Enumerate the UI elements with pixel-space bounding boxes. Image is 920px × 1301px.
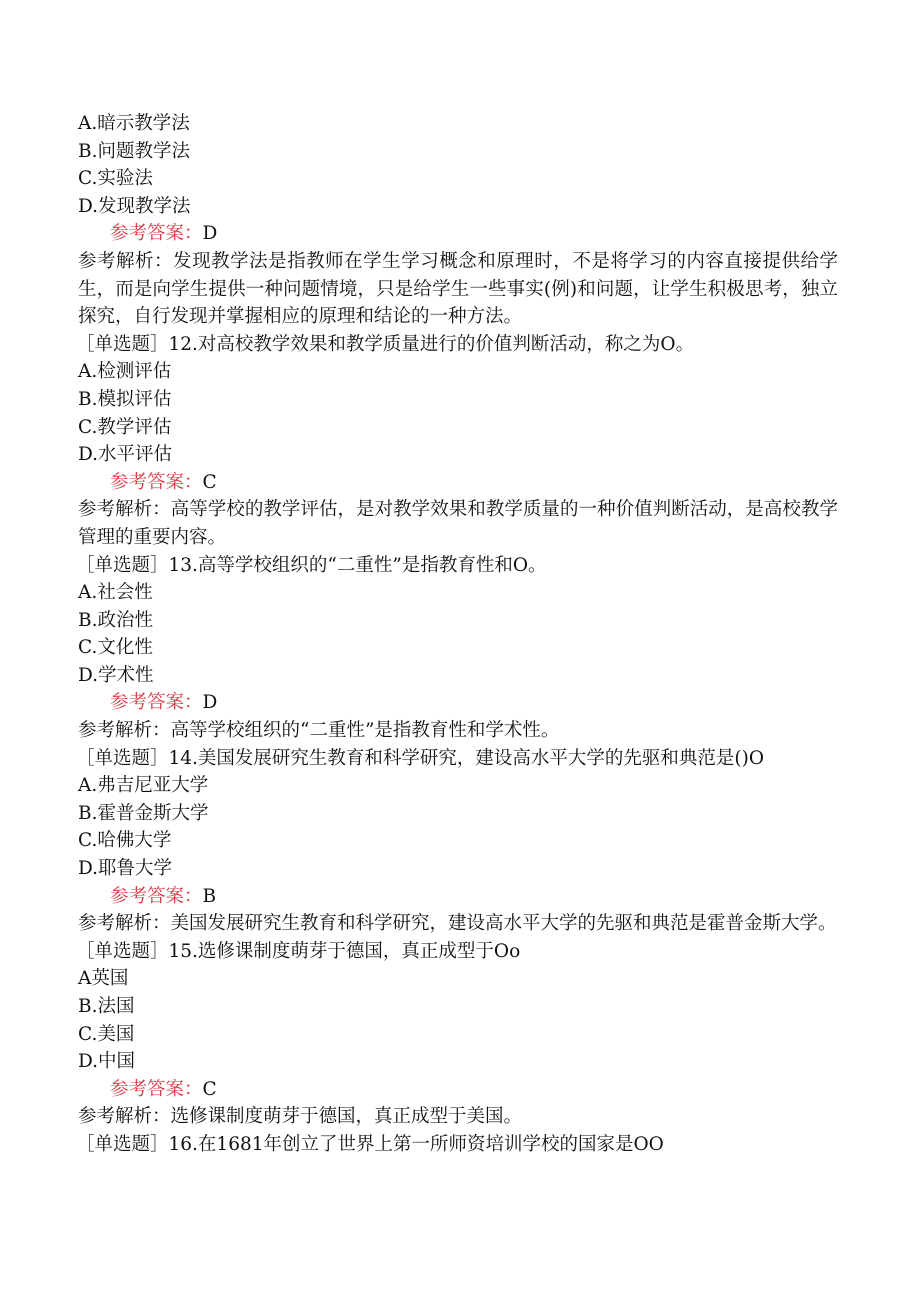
- answer-label: 参考答案：: [110, 1078, 203, 1100]
- option-item: B.政治性: [78, 609, 153, 631]
- answer-value: D: [202, 692, 218, 714]
- question-stem: ［单选题］16.在1681年创立了世界上第一所师资培训学校的国家是OO: [76, 1133, 664, 1155]
- explanation-text: 参考解析：选修课制度萌芽于德国，真正成型于美国。: [78, 1106, 523, 1128]
- option-item: A英国: [78, 968, 129, 990]
- answer-label: 参考答案：: [110, 471, 203, 493]
- option-item: D.中国: [78, 1051, 136, 1073]
- answer-value: C: [202, 1078, 217, 1100]
- answer-line: [78, 220, 838, 248]
- option-item: B.模拟评估: [78, 388, 172, 410]
- option-item: D.耶鲁大学: [78, 858, 173, 880]
- explanation-text: 参考解析：美国发展研究生教育和科学研究，建设高水平大学的先驱和典范是霍普金斯大学。: [78, 913, 837, 935]
- option-item: B.霍普金斯大学: [78, 802, 209, 824]
- option-item: C.美国: [78, 1023, 135, 1045]
- option-item: D.水平评估: [78, 444, 173, 466]
- answer-line: [78, 469, 838, 497]
- question-stem: ［单选题］15.选修课制度萌芽于德国，真正成型于Oo: [76, 940, 521, 962]
- answer-label: 参考答案：: [110, 692, 203, 714]
- option-item: D.发现教学法: [78, 195, 191, 217]
- option-item: A.检测评估: [78, 361, 172, 383]
- option-item: C.实验法: [78, 168, 153, 190]
- option-item: B.问题教学法: [78, 140, 190, 162]
- question-stem: ［单选题］14.美国发展研究生教育和科学研究，建设高水平大学的先驱和典范是()O: [76, 747, 765, 769]
- question-stem: ［单选题］13.高等学校组织的“二重性”是指教育性和O。: [76, 554, 547, 576]
- explanation-text: 参考解析：高等学校组织的“二重性”是指教育性和学术性。: [78, 720, 560, 742]
- option-item: D.学术性: [78, 664, 154, 686]
- option-item: A.弗吉尼亚大学: [78, 775, 209, 797]
- answer-line: [78, 883, 838, 911]
- option-item: C.哈佛大学: [78, 830, 172, 852]
- option-item: A.暗示教学法: [78, 113, 190, 134]
- answer-value: D: [202, 223, 218, 245]
- option-item: B.法国: [78, 996, 135, 1017]
- option-item: A.社会性: [78, 582, 153, 604]
- answer-label: 参考答案：: [110, 223, 203, 245]
- answer-label: 参考答案：: [110, 885, 203, 907]
- explanation-text: 参考解析：高等学校的教学评估，是对教学效果和教学质量的一种价值判断活动，是高校教学管理的重要内容。: [78, 499, 838, 548]
- answer-value: B: [202, 885, 217, 907]
- option-item: C.文化性: [78, 637, 153, 659]
- explanation-text: 参考解析：发现教学法是指教师在学生学习概念和原理时，不是将学习的内容直接提供给学生，而是向学生提供一种问题情境，只是给学生一些事实(例)和问题，让学生积极思考，独立探究，自行发现并掌握相应的原理和结论的一种方法。: [78, 250, 838, 328]
- answer-value: C: [202, 471, 217, 493]
- question-list: [78, 110, 838, 1159]
- option-item: C.教学评估: [78, 416, 172, 438]
- answer-line: [78, 1076, 838, 1104]
- question-stem: ［单选题］12.对高校教学效果和教学质量进行的价值判断活动，称之为O。: [76, 333, 695, 355]
- answer-line: [78, 689, 838, 717]
